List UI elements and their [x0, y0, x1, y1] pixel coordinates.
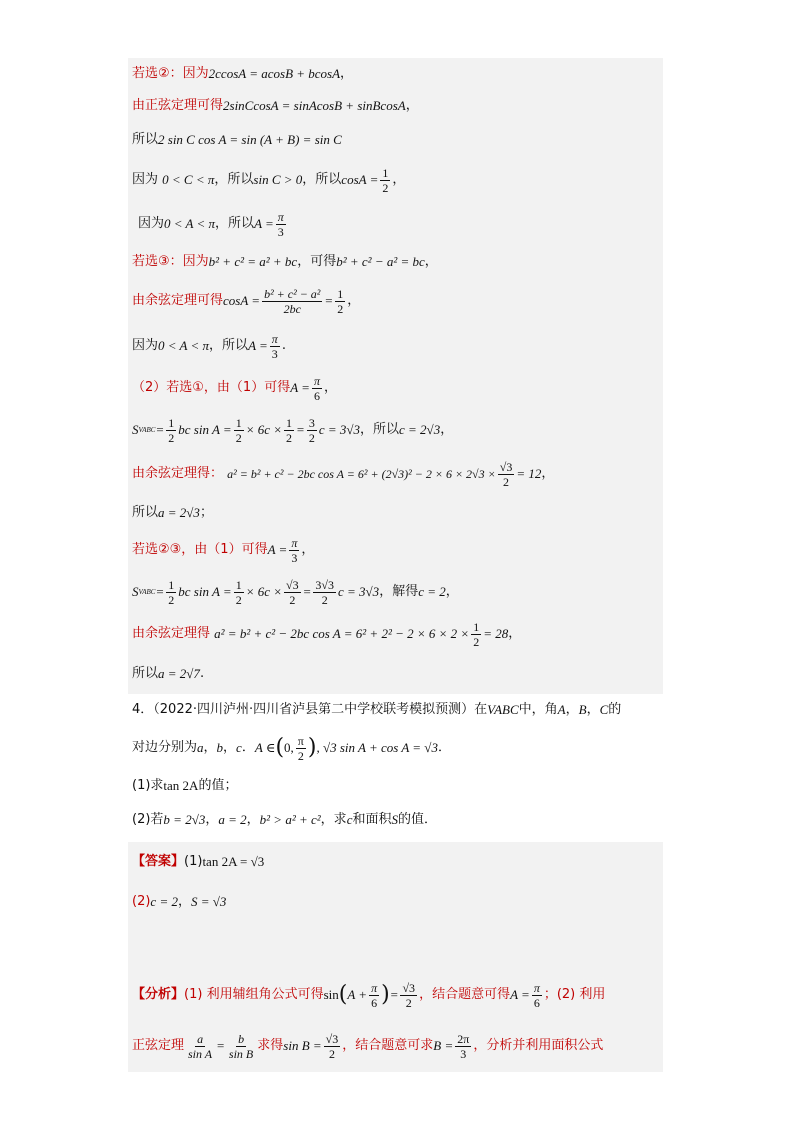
line-A-pi-3: 因为 0 < A < π ，所以 A = $\frac{\pi}{3}$ [138, 209, 284, 239]
line-cosA-half: 因为 0 < C < π ，所以 sin C > 0 ，所以 cosA = $\frac{1}{2}$ ， [132, 165, 406, 195]
line-cosine-law: 由余弦定理可得 cosA = $\frac{\text{b² + c² − a²}}{2bc}$ = $\frac{1}{2}$ ， [132, 286, 361, 316]
fraction: $\frac{\pi}{3}$ [291, 535, 298, 565]
fraction: $\frac{2\pi}{3}$ [457, 1031, 470, 1061]
fraction: $\frac{\text{b² + c² − a²}}{2bc}$ [264, 286, 321, 316]
question-4-part-2: (2)若 b = 2√3 ， a = 2 ， b² > a² + c² ，求 c 和面积 S 的值． [132, 812, 437, 827]
fraction: $\frac{\pi}{6}$ [371, 980, 378, 1010]
fraction: $\frac{√3}{2}$ [325, 1031, 339, 1061]
fraction: $\frac{\pi}{3}$ [271, 331, 278, 361]
line-sine-law: 由正弦定理可得 2sinCcosA = sinAcosB + sinBcosA ， [132, 98, 419, 113]
line-a-result: 所以 a = 2√3 ； [132, 505, 213, 520]
line-choice-2: 若选②：因为 2ccosA = acosB + bcosA ， [132, 66, 354, 81]
line-area-1: S VABC = $\frac{1}{2}$ bc sin A = $\frac{1}{2}$ × 6c × $\frac{1}{2}$ = $\frac{3}{2}$ c = 3√3 ，所以 c = 2√3 ， [132, 415, 454, 445]
line-cosine-law-a2: 由余弦定理得 a² = b² + c² − 2bc cos A = 6² + 2² − 2 × 6 × 2 × $\frac{1}{2}$ = 28 ， [132, 619, 522, 649]
question-4 [128, 694, 663, 838]
analysis-line-2: 正弦定理 $\frac{a}{\text{sin A}}$ = $\frac{b}{\text{sin B}}$ 求得 sin B = $\frac{√3}{2}$ ，结合题意可求 B = $\frac{2\pi}{3}$ ，分析并利用面积公式 [132, 1031, 604, 1061]
fraction: $\frac{1}{2}$ [168, 415, 175, 445]
fraction: $\frac{√3}{2}$ [286, 577, 299, 607]
solution-block [128, 58, 663, 694]
question-4-line-2: 对边分别为 a ， b ， c ． A ∈ ( 0, $\frac{\pi}{2}$ ) , √3 sin A + cos A = √3 ． [132, 733, 451, 763]
fraction: $\frac{\pi}{3}$ [277, 209, 284, 239]
answer-line-1: 【答案】 (1) tan 2A = √3 [132, 854, 265, 869]
fraction: $\frac{\pi}{2}$ [297, 733, 304, 763]
fraction: $\frac{1}{2}$ [473, 619, 480, 649]
line-cosine-law-a: 由余弦定理得： a² = b² + c² − 2bc cos A = 6² + (2√3)² − 2 × 6 × 2√3 × $\frac{√3}{2}$ = 12 ， [132, 459, 555, 489]
line-part2-choice-23: 若选②③，由（1）可得 A = $\frac{\pi}{3}$ ， [132, 535, 315, 565]
fraction: $\frac{1}{2}$ [286, 415, 293, 445]
line-area-2: S VABC = $\frac{1}{2}$ bc sin A = $\frac{1}{2}$ × 6c × $\frac{√3}{2}$ = $\frac{3√3}{2}$ c = 3√3 ，解得 c = 2 ， [132, 577, 459, 607]
fraction: $\frac{√3}{2}$ [402, 980, 416, 1010]
fraction: $\frac{1}{2}$ [235, 577, 242, 607]
fraction: $\frac{\pi}{6}$ [313, 373, 320, 403]
question-4-line-1: 4．（2022·四川泸州·四川省泸县第二中学校联考模拟预测）在 VABC 中，角 A ， B ， C 的 [132, 702, 622, 717]
answer-block [128, 842, 663, 1072]
answer-line-2: (2) c = 2 ， S = √3 [132, 894, 227, 909]
fraction: $\frac{1}{2}$ [337, 286, 344, 316]
fraction: $\frac{1}{2}$ [235, 415, 242, 445]
fraction: $\frac{b}{\text{sin B}}$ [228, 1031, 254, 1061]
line-choice-3: 若选③：因为 b² + c² = a² + bc ，可得 b² + c² − a² = bc ， [132, 254, 438, 269]
fraction: $\frac{a}{\text{sin A}}$ [188, 1031, 213, 1061]
line-therefore-sinC: 所以 2 sin C cos A = sin (A + B) = sin C [132, 132, 342, 147]
line-a-result-2: 所以 a = 2√7 . [132, 666, 205, 681]
line-part2-choice-1: （2）若选①，由（1）可得 A = $\frac{\pi}{6}$ ， [132, 373, 337, 403]
question-4-part-1: (1)求 tan 2A 的值； [132, 778, 238, 793]
solution-page [128, 58, 663, 1072]
fraction: $\frac{3√3}{2}$ [315, 577, 334, 607]
analysis-line-1: 【分析】 (1) 利用辅组角公式可得 sin ( A + $\frac{\pi}{6}$ ) = $\frac{√3}{2}$ ，结合题意可得 A = $\frac{\pi}{6}$ ；(2) 利用 [132, 980, 606, 1010]
fraction: $\frac{1}{2}$ [382, 165, 389, 195]
line-A-pi-3-b: 因为 0 < A < π ，所以 A = $\frac{\pi}{3}$ . [132, 331, 286, 361]
fraction: $\frac{\pi}{6}$ [533, 980, 540, 1010]
fraction: $\frac{1}{2}$ [168, 577, 175, 607]
fraction: $\frac{√3}{2}$ [499, 459, 513, 489]
fraction: $\frac{3}{2}$ [308, 415, 315, 445]
